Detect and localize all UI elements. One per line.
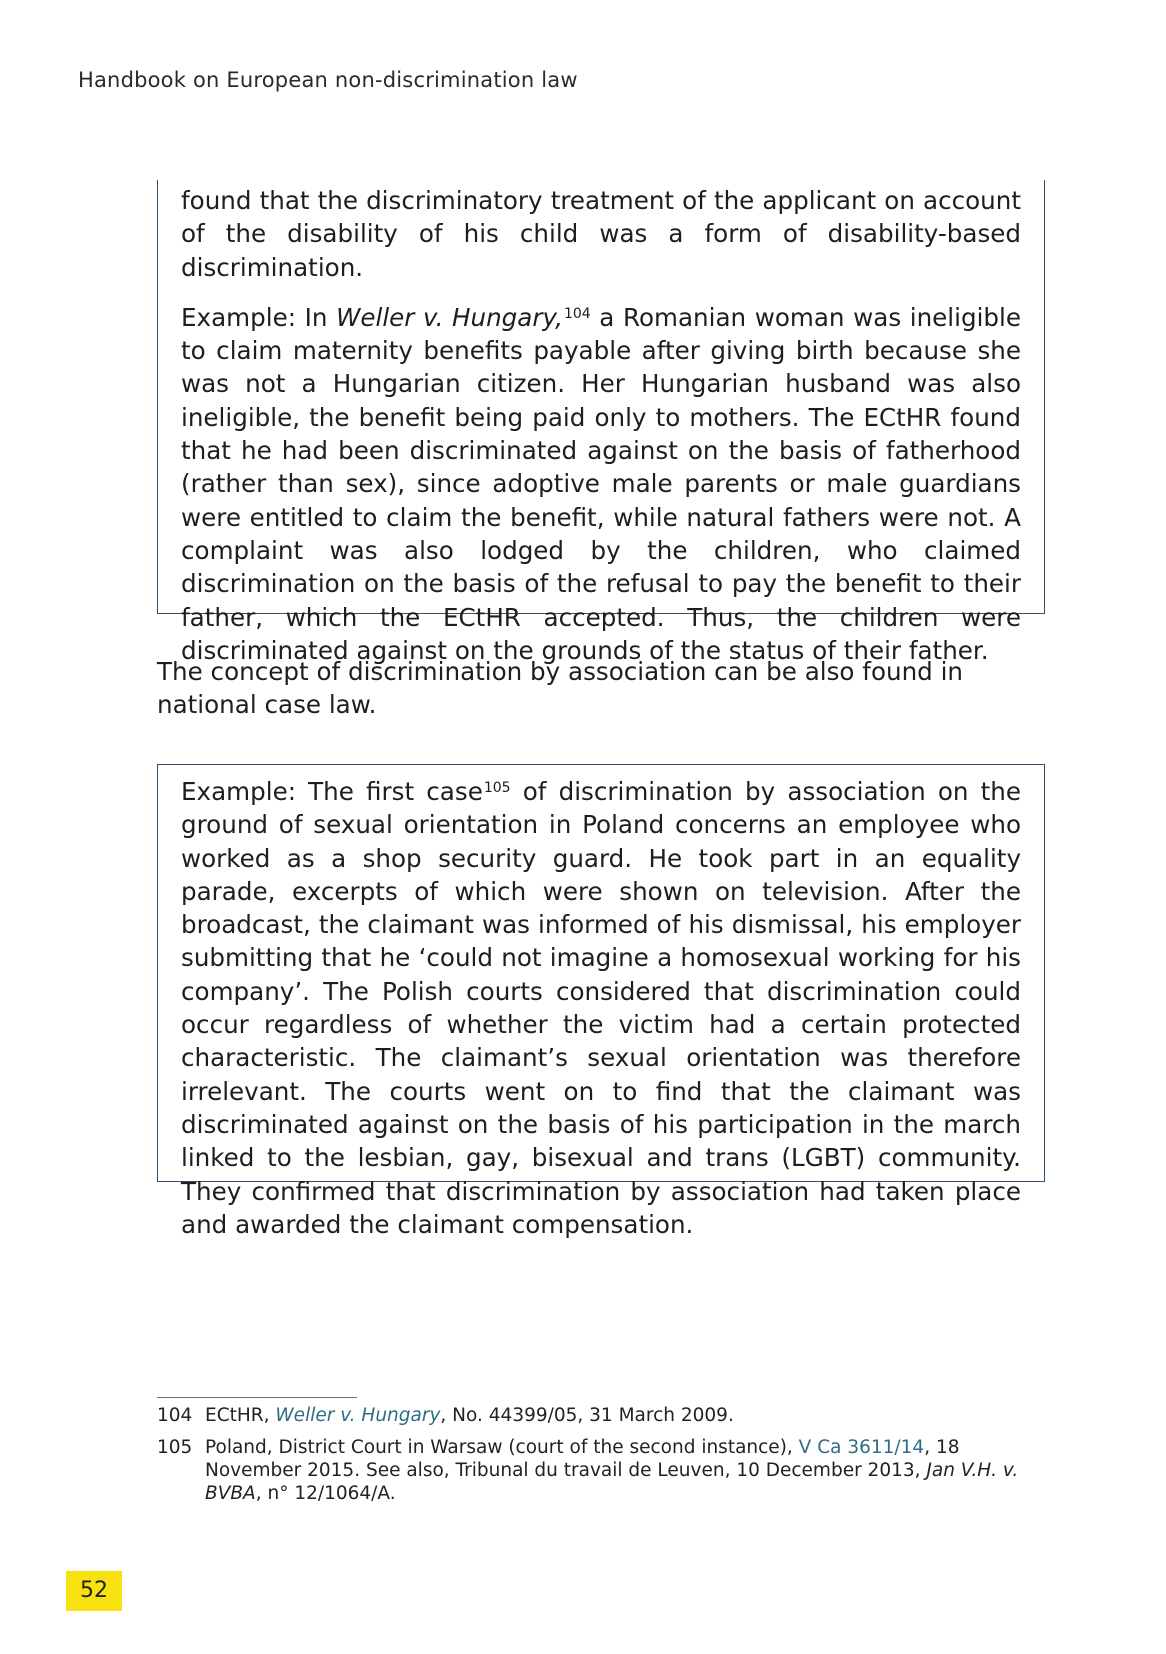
example-text: a Romanian woman was ineligible to claim maternity benefits payable after giving birth because she was not a Hungarian citizen. Her Hungarian husband was also ineligible, the benefit being paid only to mothers. The ECtHR found that he had been discriminated against on the basis of fatherhood (rather than sex), since adoptive male parents or male guardians were entitled to claim the benefit, while natural fathers were not. A complaint was also lodged by the children, who claimed discrimination on the basis of the refusal to pay the benefit to their father, which the ECtHR accepted. Thus, the children were discriminated against on the grounds of the status of their father. bbox=[181, 302, 1021, 665]
footnote-number: 105 bbox=[157, 1437, 193, 1458]
example-box-weller bbox=[157, 180, 1045, 665]
footnote-ref-104[interactable]: 104 bbox=[563, 305, 591, 322]
case-link[interactable]: Weller v. Hungary bbox=[275, 1405, 441, 1426]
footnote-104 bbox=[157, 1404, 1057, 1427]
footnote-divider bbox=[157, 1397, 357, 1398]
example-label: Example: The first case bbox=[181, 777, 483, 806]
example-label: Example: In bbox=[181, 302, 337, 332]
case-name: Jan V.H. v. BVBA bbox=[205, 1460, 1019, 1504]
case-name: Weller v. Hungary, bbox=[336, 302, 563, 332]
footnote-suffix: , No. 44399/05, 31 March 2009. bbox=[440, 1405, 734, 1426]
example-weller-paragraph bbox=[181, 301, 1021, 667]
footnote-ref-105[interactable]: 105 bbox=[483, 780, 511, 796]
footnote-text bbox=[205, 1436, 1057, 1505]
page-number-badge: 52 bbox=[66, 1571, 122, 1611]
footnote-mid: , 18 November 2015. See also, Tribunal du travail de Leuven, 10 December 2013, bbox=[205, 1437, 960, 1481]
footnote-text bbox=[205, 1404, 1057, 1427]
case-link[interactable]: V Ca 3611/14 bbox=[798, 1437, 925, 1458]
box-continuation-paragraph: found that the discriminatory treatment of the applicant on account of the disability of his child was a form of disability-based discrimination. bbox=[181, 186, 1021, 282]
example-poland-paragraph bbox=[181, 775, 1021, 1241]
footnote-105 bbox=[157, 1436, 1057, 1505]
footnote-number: 104 bbox=[157, 1405, 193, 1426]
footnote-prefix: Poland, District Court in Warsaw (court of the second instance), bbox=[205, 1437, 799, 1458]
running-header: Handbook on European non-discrimination law bbox=[78, 68, 578, 92]
footnote-suffix: , n° 12/1064/A. bbox=[255, 1483, 396, 1504]
example-box-poland bbox=[157, 764, 1045, 1239]
body-paragraph: The concept of discrimination by association can be also found in national case law. bbox=[157, 657, 964, 720]
example-text: of discrimination by association on the ground of sexual orientation in Poland concerns an employee who worked as a shop security guard. He took part in an equality parade, excerpts of which were shown on television. After the broadcast, the claimant was informed of his dismissal, his employer submitting that he ‘could not imagine a homosexual working for his company’. The Polish courts considered that discrimination could occur regardless of whether the victim had a certain protected characteristic. The claimant’s sexual orientation was therefore irrelevant. The courts went on to find that the claimant was discriminated against on the basis of his participation in the march linked to the lesbian, gay, bisexual and trans (LGBT) community. They confirmed that discrimination by association had taken place and awarded the claimant compensation. bbox=[181, 777, 1021, 1239]
footnote-prefix: ECtHR, bbox=[205, 1405, 276, 1426]
